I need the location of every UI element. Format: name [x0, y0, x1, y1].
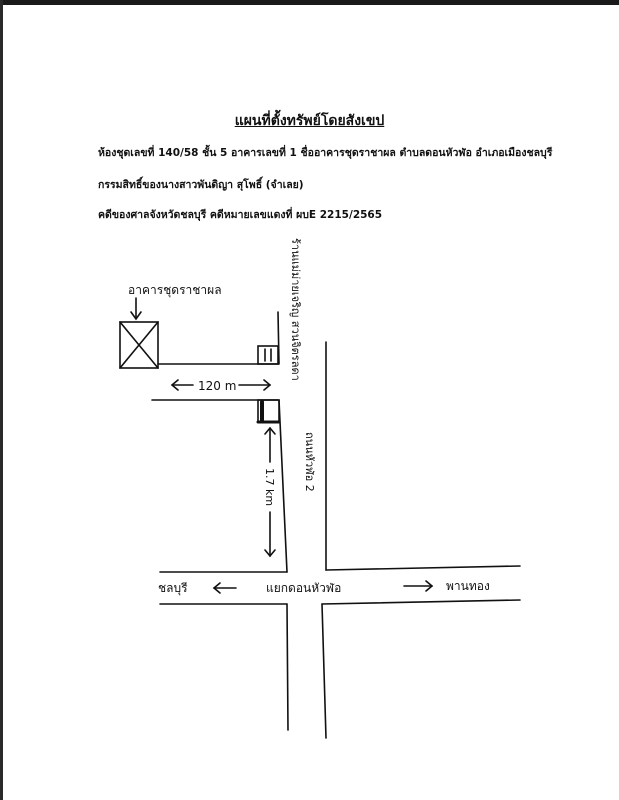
court-case-line: คดีของศาลจังหวัดชลบุรี คดีหมายเลขแดงที่ ผบE 2215/2565	[98, 209, 383, 221]
building-label: อาคารชุดราชาผล	[128, 283, 222, 297]
crossroad-bottom-right	[322, 600, 520, 604]
shop-label: ร้านแม่ม่ายเจริญ สวนจิตรลดา	[289, 238, 302, 381]
owner-line: กรรมสิทธิ์ของนางสาวพันดิญา สุโพธิ์ (จำเลย)	[98, 179, 304, 191]
crossroad-top-right	[326, 566, 520, 570]
distance-vertical-label: 1.7 km	[263, 468, 276, 507]
road-south-west	[287, 604, 288, 730]
left-direction-label: ชลบุรี	[158, 581, 188, 595]
road-label: ถนนหัวฬ่อ 2	[303, 432, 316, 492]
document-title: แผนที่ตั้งทรัพย์โดยสังเขป	[234, 113, 385, 129]
intersection-label: แยกดอนหัวฬ่อ	[266, 581, 342, 595]
property-description: ห้องชุดเลขที่ 140/58 ชั้น 5 อาคารเลขที่ 1 ชื่ออาคารชุดราชาผล ตำบลดอนหัวฬ่อ อำเภอเมืองชลบุรี	[98, 147, 553, 159]
road-south-east	[322, 604, 326, 738]
shop-marker-1	[258, 346, 278, 364]
right-direction-label: พานทอง	[446, 579, 490, 593]
road-west-edge-mid	[279, 400, 287, 572]
distance-horizontal-label: 120 m	[198, 379, 237, 393]
